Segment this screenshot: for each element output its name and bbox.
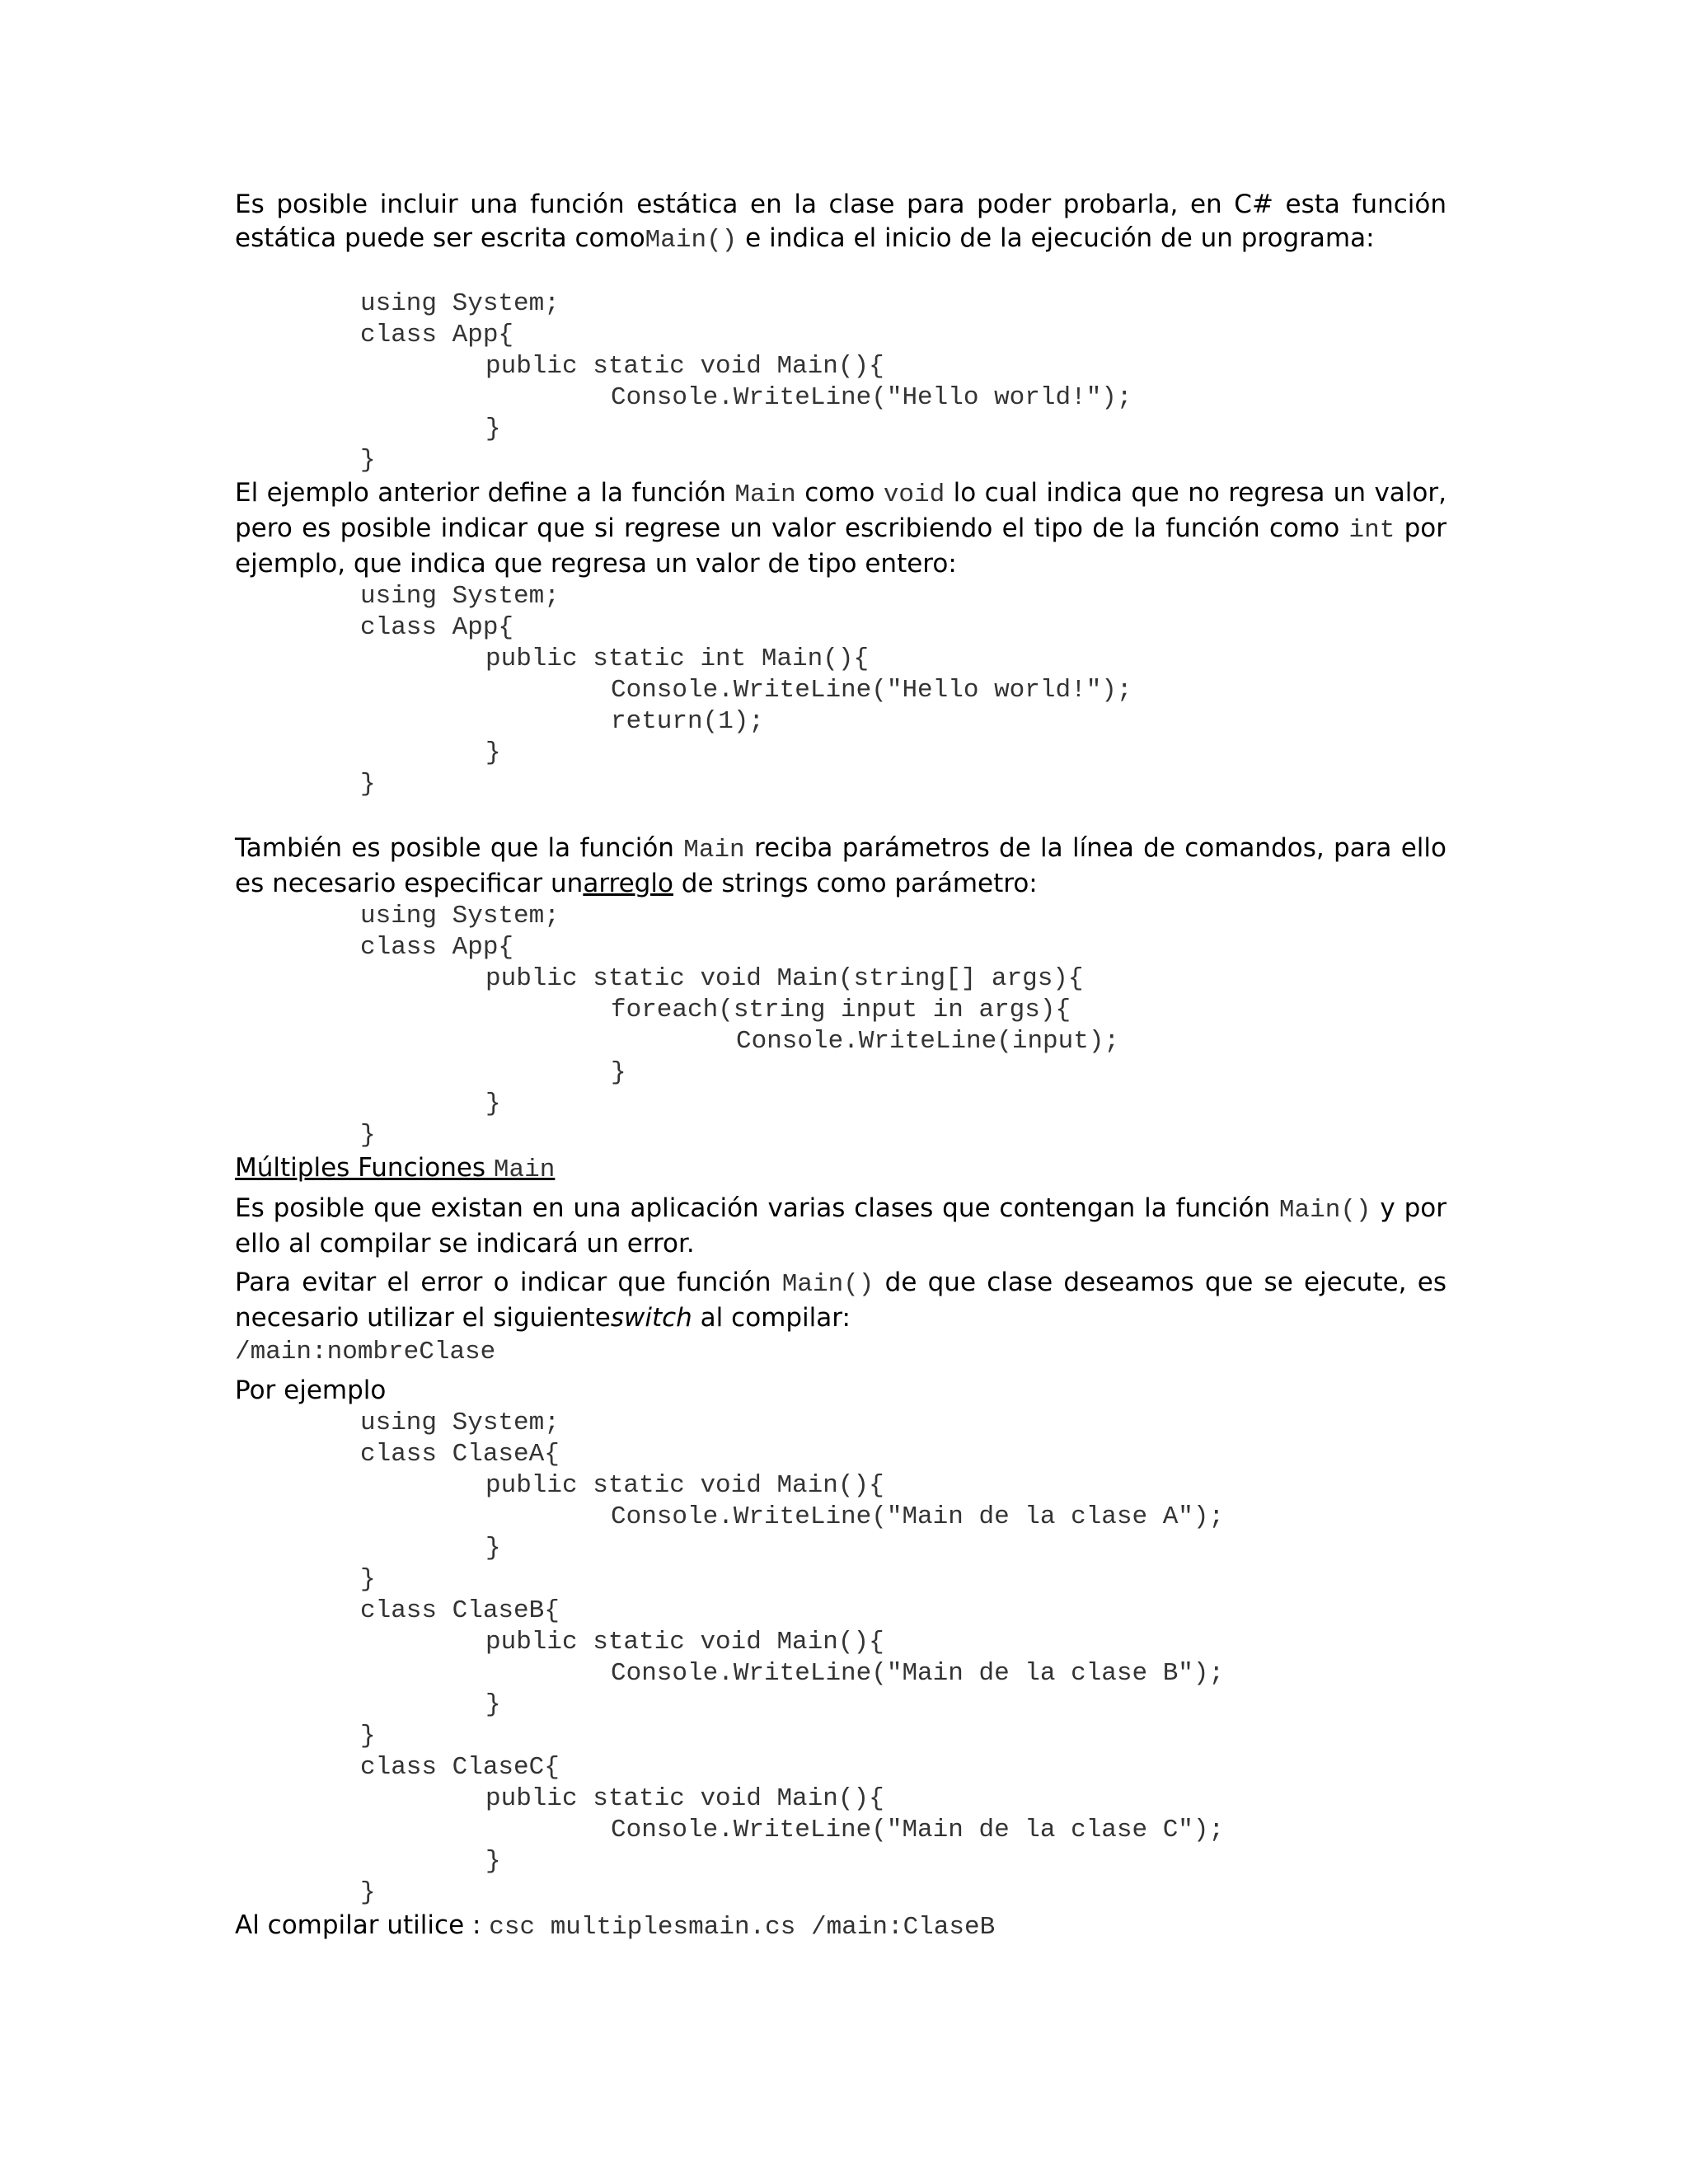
code-line: } bbox=[485, 1534, 501, 1563]
code-line: } bbox=[360, 1722, 376, 1750]
code-line: } bbox=[360, 1878, 376, 1907]
code-line: public static void Main(){ bbox=[485, 1628, 884, 1657]
code-line: } bbox=[360, 446, 376, 475]
code-line: } bbox=[360, 770, 376, 799]
code-line: return(1); bbox=[611, 707, 765, 736]
code-line: using System; bbox=[360, 1408, 560, 1437]
code-line: class App{ bbox=[360, 933, 514, 962]
p5-switch-word: switch bbox=[610, 1303, 692, 1333]
intro-text-b: e indica el inicio de la ejecución de un programa: bbox=[737, 223, 1375, 253]
code-line: class App{ bbox=[360, 321, 514, 349]
p3-code-main: Main bbox=[683, 836, 745, 865]
code-block-2 bbox=[235, 581, 1447, 800]
code-line: foreach(string input in args){ bbox=[611, 996, 1071, 1024]
final-paragraph bbox=[235, 1909, 1447, 1944]
code-block-4 bbox=[235, 1408, 1447, 1909]
p3-text-3: de strings como parámetro: bbox=[673, 869, 1038, 898]
p2-text-1: El ejemplo anterior define a la función bbox=[235, 478, 735, 508]
p2-code-int: int bbox=[1348, 516, 1395, 545]
code-line: } bbox=[360, 1565, 376, 1594]
p2-code-void: void bbox=[883, 480, 945, 509]
code-line: } bbox=[485, 1690, 501, 1719]
code-line: Console.WriteLine("Main de la clase B"); bbox=[611, 1659, 1225, 1688]
intro-paragraph bbox=[235, 188, 1447, 257]
code-line: public static int Main(){ bbox=[485, 644, 870, 673]
p2-text-2: como bbox=[795, 478, 884, 508]
code-line: Console.WriteLine("Hello world!"); bbox=[611, 676, 1132, 705]
code-line: public static void Main(){ bbox=[485, 1784, 884, 1813]
code-block-1 bbox=[235, 288, 1447, 476]
code-line: class ClaseB{ bbox=[360, 1596, 560, 1625]
por-ejemplo-label: Por ejemplo bbox=[235, 1376, 387, 1405]
code-line: public static void Main(){ bbox=[485, 1471, 884, 1500]
code-line: } bbox=[485, 1090, 501, 1118]
p4-code-main: Main() bbox=[1278, 1196, 1372, 1225]
intro-code-main: Main() bbox=[645, 226, 738, 255]
p2-text-4: por ejemplo, que indica que regresa un valor de tipo entero: bbox=[235, 513, 1447, 579]
code-line: using System; bbox=[360, 902, 560, 930]
code-line: } bbox=[611, 1058, 626, 1087]
final-text: Al compilar utilice : bbox=[235, 1910, 490, 1940]
p4-text-2: y por ello al compilar se indicará un error. bbox=[235, 1193, 1447, 1258]
paragraph-void-int bbox=[235, 476, 1447, 581]
p5-text-2: de que clase deseamos que se ejecute, es necesario utilizar el siguiente bbox=[235, 1268, 1447, 1333]
code-line: class ClaseC{ bbox=[360, 1753, 560, 1782]
paragraph-switch bbox=[235, 1266, 1447, 1335]
p5-text-3: al compilar: bbox=[692, 1303, 851, 1333]
code-line: } bbox=[485, 1847, 501, 1876]
heading-text: Múltiples Funciones bbox=[235, 1153, 494, 1183]
code-line: public static void Main(){ bbox=[485, 352, 884, 381]
document-page bbox=[235, 188, 1447, 1944]
code-line: } bbox=[485, 738, 501, 767]
code-line: using System; bbox=[360, 582, 560, 611]
p2-code-main: Main bbox=[734, 480, 796, 509]
code-line: class ClaseA{ bbox=[360, 1440, 560, 1469]
code-line: Console.WriteLine("Hello world!"); bbox=[611, 383, 1132, 412]
paragraph-args bbox=[235, 832, 1447, 901]
code-line: Console.WriteLine("Main de la clase C"); bbox=[611, 1816, 1225, 1844]
intro-text-a: Es posible incluir una función estática en la clase para poder probarla, en C# esta función estática puede ser escrita como bbox=[235, 190, 1447, 253]
switch-example-line: /main:nombreClase bbox=[235, 1338, 496, 1366]
code-line: public static void Main(string[] args){ bbox=[485, 964, 1084, 993]
arreglo-link[interactable]: arreglo bbox=[583, 869, 673, 898]
spacer bbox=[235, 800, 1447, 832]
p3-text-2: reciba parámetros de la línea de comandos, para ello es necesario especificar un bbox=[235, 833, 1447, 898]
p4-text-1: Es posible que existan en una aplicación varias clases que contengan la función bbox=[235, 1193, 1279, 1223]
paragraph-multiple-main bbox=[235, 1192, 1447, 1261]
code-line: class App{ bbox=[360, 613, 514, 642]
spacer bbox=[235, 257, 1447, 288]
code-line: } bbox=[485, 415, 501, 443]
code-block-3 bbox=[235, 901, 1447, 1151]
p5-code-main: Main() bbox=[781, 1270, 874, 1299]
p5-text-1: Para evitar el error o indicar que función bbox=[235, 1268, 782, 1297]
code-line: } bbox=[360, 1121, 376, 1150]
heading-code: Main bbox=[493, 1155, 556, 1184]
p2-text-3: lo cual indica que no regresa un valor, pero es posible indicar que si regrese un valor escribiendo el tipo de la función como bbox=[235, 478, 1447, 543]
final-command: csc multiplesmain.cs /main:ClaseB bbox=[489, 1913, 996, 1942]
code-line: using System; bbox=[360, 289, 560, 318]
code-line: Console.WriteLine(input); bbox=[736, 1027, 1120, 1056]
code-line: Console.WriteLine("Main de la clase A"); bbox=[611, 1502, 1225, 1531]
p3-text-1: También es posible que la función bbox=[235, 833, 684, 863]
section-heading bbox=[235, 1151, 1447, 1187]
